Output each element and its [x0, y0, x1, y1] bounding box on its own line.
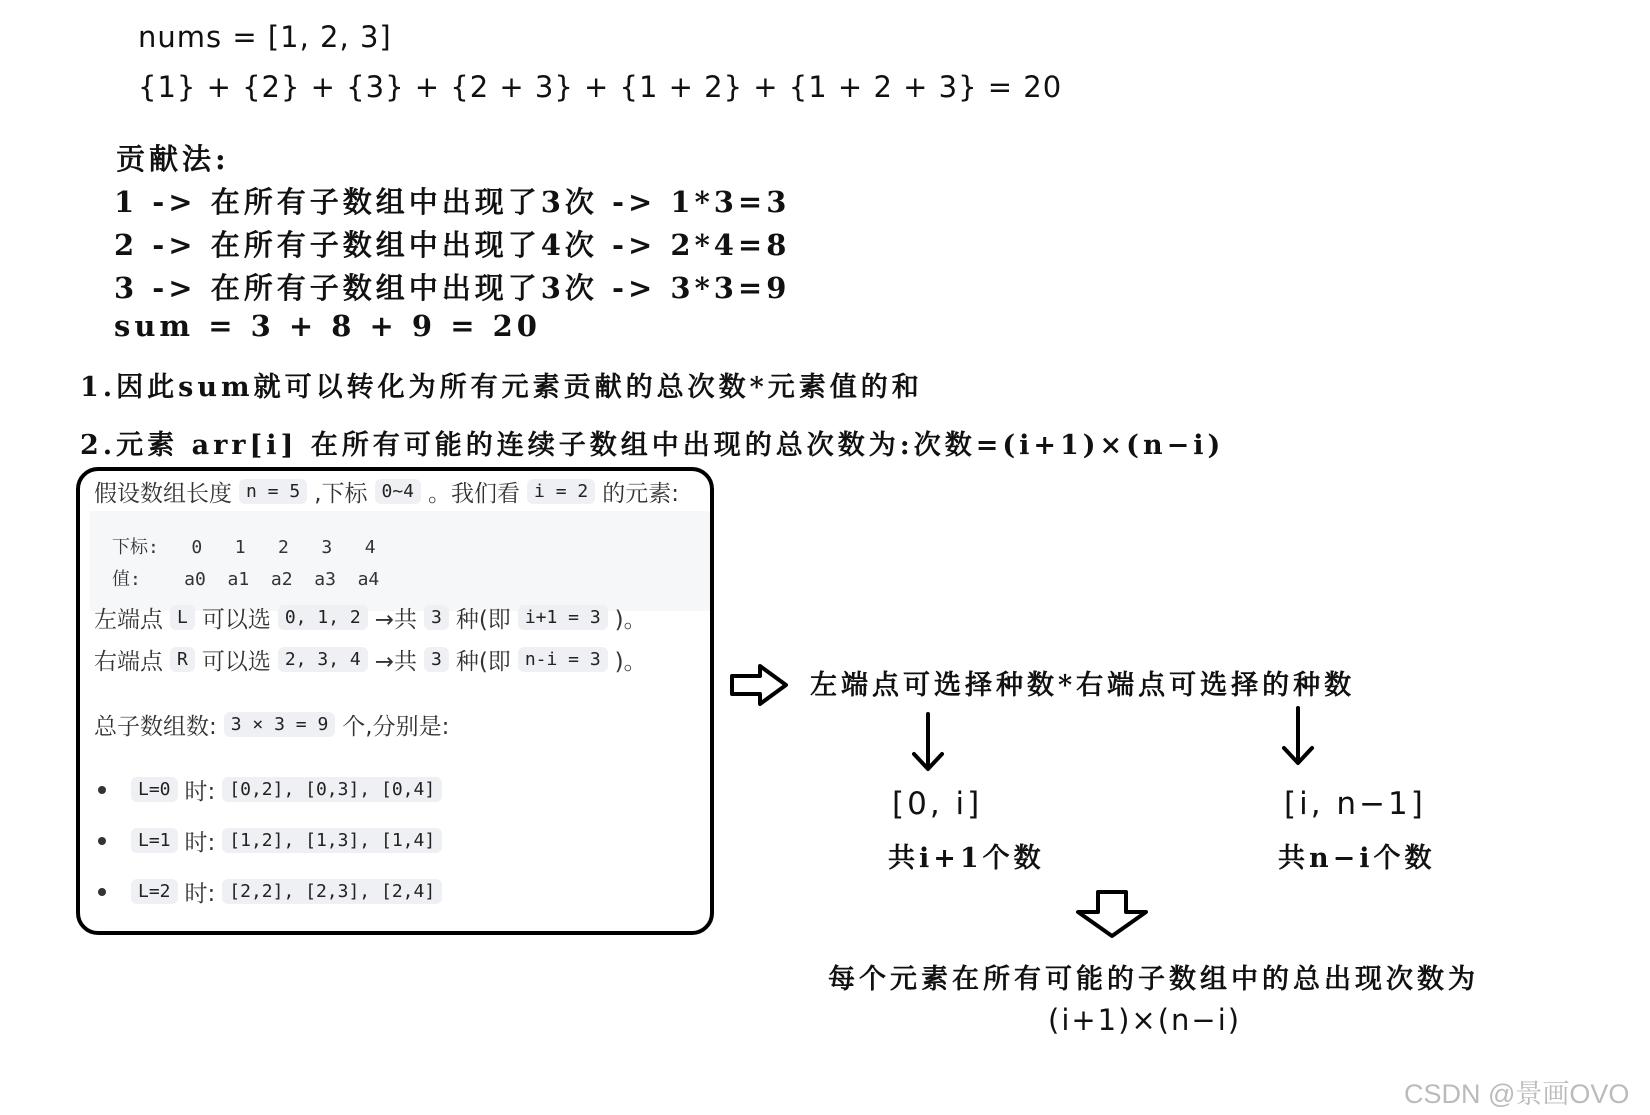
left-count: 共i+1个数	[888, 843, 1045, 874]
intro-text-b: ,下标	[314, 481, 368, 507]
bullet-ranges: [1,2], [1,3], [1,4]	[222, 828, 442, 853]
intro-text-c: 。我们看	[428, 481, 521, 507]
code-index-line: 下标: 0 1 2 3 4	[112, 537, 376, 558]
right-range: [i, n−1]	[1284, 786, 1426, 822]
right-endpoint-row	[94, 643, 647, 676]
down-arrow-right-icon	[1278, 706, 1318, 768]
left-endpoint-row	[94, 601, 647, 634]
intro-text-d: 的元素:	[602, 481, 679, 507]
contribution-line-1: 1 -> 在所有子数组中出现了3次 -> 1*3=3	[114, 185, 791, 219]
contribution-heading: 贡献法:	[116, 142, 230, 176]
right-text-a: 右端点	[94, 649, 163, 675]
left-text-a: 左端点	[94, 607, 163, 633]
intro-code-i: i = 2	[527, 479, 595, 504]
intro-text-a: 假设数组长度	[94, 481, 232, 507]
total-text-b: 个,分别是:	[342, 714, 450, 740]
list-item	[98, 773, 445, 806]
bullet-dot	[98, 786, 106, 794]
box-intro	[94, 475, 679, 508]
code-value-line: 值: a0 a1 a2 a3 a4	[112, 569, 380, 590]
down-arrow-left-icon	[908, 712, 948, 774]
total-text-a: 总子数组数:	[94, 714, 217, 740]
right-text-b: 可以选	[201, 649, 271, 675]
conclusion-formula: (i+1)×(n−i)	[1048, 1003, 1242, 1037]
right-code-choices: 2, 3, 4	[278, 647, 368, 672]
bullet-ranges: [2,2], [2,3], [2,4]	[222, 879, 442, 904]
bullet-label: L=1	[131, 828, 178, 853]
index-code-block	[90, 511, 714, 611]
list-item	[98, 824, 445, 857]
left-code-l: L	[170, 605, 195, 630]
right-code-formula: n-i = 3	[518, 647, 608, 672]
point-1: 1.因此sum就可以转化为所有元素贡献的总次数*元素值的和	[80, 372, 923, 403]
bullet-ranges: [0,2], [0,3], [0,4]	[222, 777, 442, 802]
intro-code-range: 0~4	[375, 479, 422, 504]
right-text-d: 种(即	[455, 649, 511, 675]
contribution-line-2: 2 -> 在所有子数组中出现了4次 -> 2*4=8	[114, 228, 791, 262]
left-text-c: →共	[374, 607, 417, 633]
bullet-sep: 时:	[184, 830, 216, 856]
right-code-count: 3	[424, 647, 449, 672]
bullet-dot	[98, 888, 106, 896]
bullet-sep: 时:	[184, 881, 216, 907]
right-text-c: →共	[374, 649, 417, 675]
watermark: CSDN @景画OVO	[1404, 1079, 1630, 1109]
right-code-r: R	[170, 647, 195, 672]
total-subarrays-row	[94, 708, 449, 741]
left-code-formula: i+1 = 3	[518, 605, 608, 630]
explanation-box	[76, 467, 714, 935]
intro-code-n: n = 5	[239, 479, 307, 504]
right-arrow-icon	[728, 662, 790, 708]
left-text-e: )。	[614, 607, 647, 633]
subarray-sum-line: {1} + {2} + {3} + {2 + 3} + {1 + 2} + {1 + 2 + 3} = 20	[138, 70, 1063, 104]
nums-line: nums = [1, 2, 3]	[138, 20, 392, 54]
contribution-line-3: 3 -> 在所有子数组中出现了3次 -> 3*3=9	[114, 271, 791, 305]
left-range: [0, i]	[892, 786, 983, 822]
left-text-b: 可以选	[201, 607, 271, 633]
left-text-d: 种(即	[455, 607, 511, 633]
bullet-label: L=2	[131, 879, 178, 904]
bullet-sep: 时:	[184, 779, 216, 805]
left-code-choices: 0, 1, 2	[278, 605, 368, 630]
total-code: 3 × 3 = 9	[224, 712, 336, 737]
left-code-count: 3	[424, 605, 449, 630]
right-count: 共n−i个数	[1278, 843, 1436, 874]
endpoint-product: 左端点可选择种数*右端点可选择的种数	[810, 670, 1356, 701]
bullet-label: L=0	[131, 777, 178, 802]
list-item	[98, 875, 445, 908]
contribution-sum: sum = 3 + 8 + 9 = 20	[114, 309, 541, 343]
hollow-down-arrow-icon	[1072, 888, 1152, 940]
bullet-dot	[98, 837, 106, 845]
point-2: 2.元素 arr[i] 在所有可能的连续子数组中出现的总次数为:次数=(i+1)×(n−i)	[80, 430, 1225, 461]
right-text-e: )。	[614, 649, 647, 675]
conclusion-text: 每个元素在所有可能的子数组中的总出现次数为	[828, 964, 1479, 995]
